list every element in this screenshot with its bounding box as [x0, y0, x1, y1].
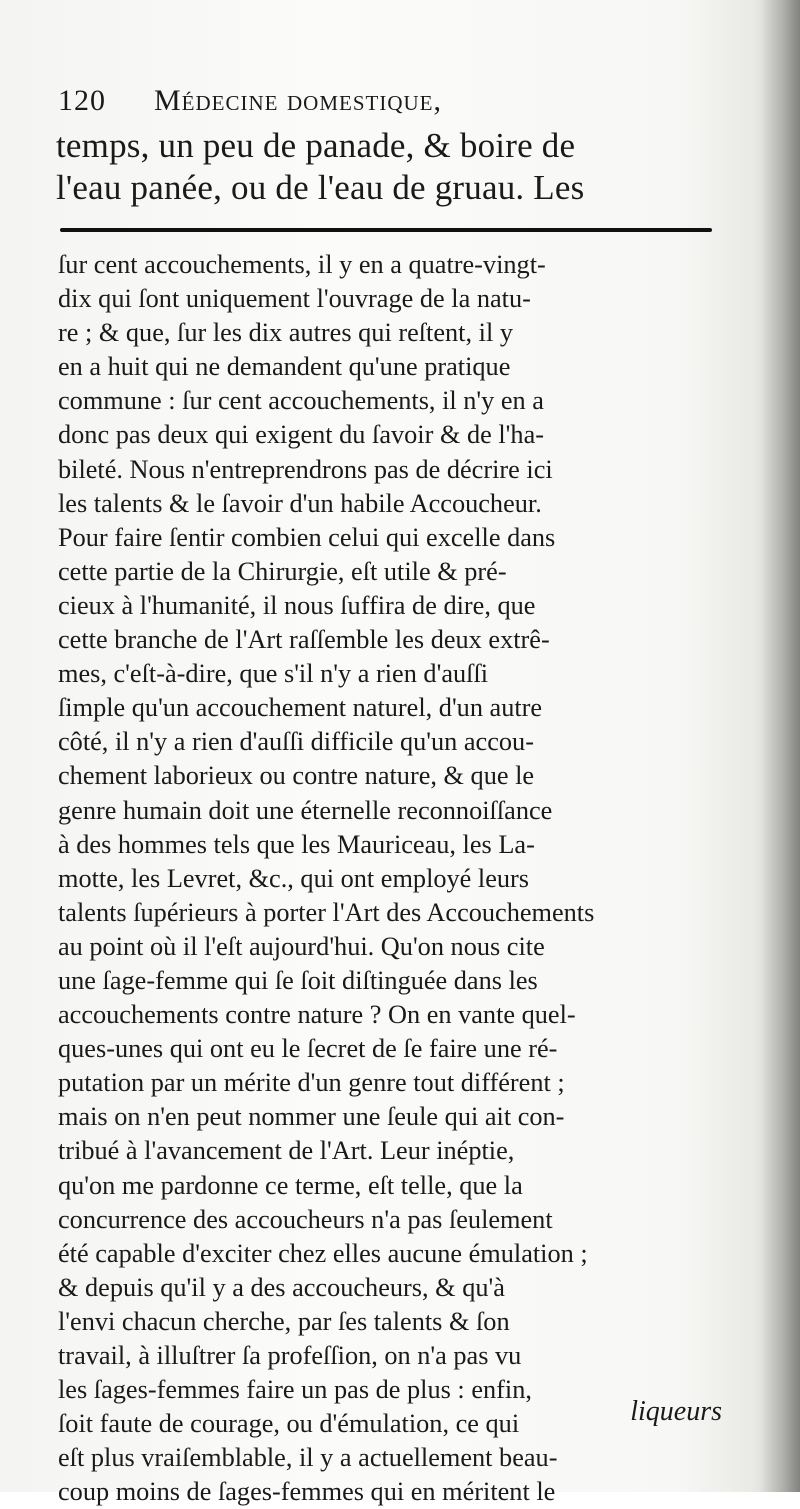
catchword: liqueurs [630, 1396, 722, 1427]
footnote-line: mes, c'eſt-à-dire, que s'il n'y a rien d'auſſi [58, 659, 489, 689]
footnote-line: donc pas deux qui exigent du ſavoir & de l'ha- [58, 420, 544, 450]
page-edge-shadow [760, 0, 800, 1492]
footnote-text [58, 248, 722, 1509]
running-head [58, 82, 718, 122]
footnote-line: concurrence des accoucheurs n'a pas ſeulement [58, 1204, 553, 1234]
footnote-line: & depuis qu'il y a des accoucheurs, & qu'à [58, 1272, 505, 1302]
footnote-line: mais on n'en peut nommer une ſeule qui ait con- [58, 1102, 565, 1132]
footnote-line: en a huit qui ne demandent qu'une pratique [58, 352, 511, 382]
page-number: 120 [58, 84, 106, 117]
text-line: temps, un peu de panade, & boire de [56, 126, 576, 165]
footnote-line: commune : ſur cent accouchements, il n'y en a [58, 386, 544, 416]
footnote-line: à des hommes tels que les Mauriceau, les La- [58, 829, 535, 859]
footnote-line: cieux à l'humanité, il nous ſuffira de dire, que [58, 590, 536, 620]
footnote-line: qu'on me pardonne ce terme, eſt telle, que la [58, 1170, 523, 1200]
footnote-line: les ſages-femmes faire un pas de plus : enfin, [58, 1375, 532, 1405]
footnote-line: côté, il n'y a rien d'auſſi difficile qu'un accou- [58, 727, 534, 757]
running-title: Médecine domestique, [154, 84, 442, 117]
footnote-line: bileté. Nous n'entreprendrons pas de décrire ici [58, 454, 553, 484]
footnote-line: Pour faire ſentir combien celui qui excelle dans [58, 522, 556, 552]
footnote-line: ſur cent accouchements, il y en a quatre-vingt- [58, 250, 546, 279]
footnote-line: ſoit faute de courage, ou d'émulation, ce qui [58, 1409, 520, 1439]
footnote-line: cette branche de l'Art raſſemble les deux extrê- [58, 625, 550, 655]
footnote-line: travail, à illuſtrer ſa profeſſion, on n'a pas vu [58, 1341, 522, 1370]
footnote-line: ques-unes qui ont eu le ſecret de ſe faire une ré- [58, 1034, 558, 1064]
footnote-line: l'envi chacun cherche, par ſes talents & ſon [58, 1306, 510, 1336]
footnote-line: motte, les Levret, &c., qui ont employé leurs [58, 863, 530, 893]
footnote-line: coup moins de ſages-femmes qui en méritent le [58, 1477, 556, 1507]
footnote-line: talents ſupérieurs à porter l'Art des Accouchements [58, 897, 595, 927]
footnote-line: putation par un mérite d'un genre tout différent ; [58, 1068, 565, 1098]
footnote-line: re ; & que, ſur les dix autres qui reſtent, il y [58, 318, 513, 348]
footnote-line: eſt plus vraiſemblable, il y a actuellement beau- [58, 1443, 558, 1473]
footnote-line: chement laborieux ou contre nature, & que le [58, 761, 535, 791]
footnote-line: ſimple qu'un accouchement naturel, d'un autre [58, 693, 543, 723]
footnote-line: les talents & le ſavoir d'un habile Accoucheur. [58, 488, 542, 518]
footnote-line: au point où il l'eſt aujourd'hui. Qu'on nous cite [58, 931, 545, 961]
footnote-line: été capable d'exciter chez elles aucune émulation ; [58, 1238, 588, 1268]
footnote-line: genre humain doit une éternelle reconnoiſſance [58, 795, 553, 825]
footnote-rule [60, 228, 712, 232]
footnote-line: dix qui ſont uniquement l'ouvrage de la natu- [58, 284, 531, 314]
footnote-line: cette partie de la Chirurgie, eſt utile & pré- [58, 556, 507, 586]
footnote-line: accouchements contre nature ? On en vante quel- [58, 1000, 576, 1030]
footnote-line: une ſage-femme qui ſe ſoit diſtinguée dans les [58, 965, 538, 995]
footnote-line: tribué à l'avancement de l'Art. Leur inéptie, [58, 1136, 515, 1166]
text-line: l'eau panée, ou de l'eau de gruau. Les [56, 168, 585, 207]
